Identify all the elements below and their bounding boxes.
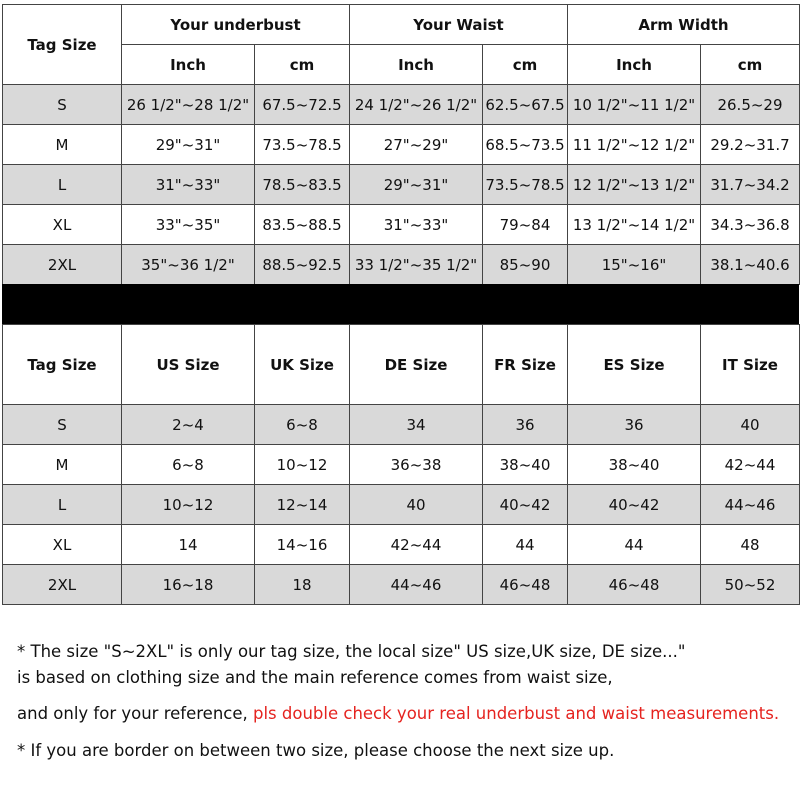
tag-size-header: Tag Size xyxy=(3,325,122,405)
table-cell: 40~42 xyxy=(568,485,701,525)
table-cell: 14 xyxy=(122,525,255,565)
table-cell: 88.5~92.5 xyxy=(255,245,350,285)
table-cell: S xyxy=(3,405,122,445)
black-divider-bar xyxy=(2,284,799,324)
table-row xyxy=(3,205,800,245)
table-cell: 67.5~72.5 xyxy=(255,85,350,125)
table-cell: 78.5~83.5 xyxy=(255,165,350,205)
table-cell: S xyxy=(3,85,122,125)
table-cell: 31"~33" xyxy=(122,165,255,205)
table-cell: 48 xyxy=(701,525,800,565)
table-cell: 36 xyxy=(483,405,568,445)
table-cell: 38~40 xyxy=(483,445,568,485)
size-note-paragraph xyxy=(17,639,686,691)
note-line: is based on clothing size and the main reference comes from waist size, xyxy=(17,668,613,687)
table-cell: 12~14 xyxy=(255,485,350,525)
table-cell: 42~44 xyxy=(701,445,800,485)
table-cell: 13 1/2"~14 1/2" xyxy=(568,205,701,245)
table-cell: 14~16 xyxy=(255,525,350,565)
fr-size-header: FR Size xyxy=(483,325,568,405)
table-cell: 34.3~36.8 xyxy=(701,205,800,245)
table-cell: 34 xyxy=(350,405,483,445)
table-cell: 6~8 xyxy=(122,445,255,485)
measurement-table xyxy=(2,4,800,285)
table-row xyxy=(3,405,800,445)
unit-header: cm xyxy=(255,45,350,85)
unit-header: Inch xyxy=(350,45,483,85)
table-row xyxy=(3,485,800,525)
table-cell: 50~52 xyxy=(701,565,800,605)
table-cell: L xyxy=(3,485,122,525)
table-row xyxy=(3,445,800,485)
table-row xyxy=(3,85,800,125)
table-cell: 33"~35" xyxy=(122,205,255,245)
table-cell: 24 1/2"~26 1/2" xyxy=(350,85,483,125)
table-cell: 26 1/2"~28 1/2" xyxy=(122,85,255,125)
header-row xyxy=(3,325,800,405)
table-cell: 6~8 xyxy=(255,405,350,445)
table-row xyxy=(3,245,800,285)
de-size-header: DE Size xyxy=(350,325,483,405)
table-cell: 38~40 xyxy=(568,445,701,485)
table-cell: 31"~33" xyxy=(350,205,483,245)
uk-size-header: UK Size xyxy=(255,325,350,405)
size-conversion-table xyxy=(2,324,800,605)
it-size-header: IT Size xyxy=(701,325,800,405)
reference-note xyxy=(17,701,779,727)
table-cell: 42~44 xyxy=(350,525,483,565)
unit-header: Inch xyxy=(122,45,255,85)
table-cell: 85~90 xyxy=(483,245,568,285)
table-cell: 62.5~67.5 xyxy=(483,85,568,125)
unit-header: cm xyxy=(701,45,800,85)
unit-header: cm xyxy=(483,45,568,85)
table-cell: 12 1/2"~13 1/2" xyxy=(568,165,701,205)
table-cell: 35"~36 1/2" xyxy=(122,245,255,285)
table-cell: M xyxy=(3,445,122,485)
table-cell: 46~48 xyxy=(568,565,701,605)
size-up-note: * If you are border on between two size, please choose the next size up. xyxy=(17,741,615,760)
arm-width-header: Arm Width xyxy=(568,5,800,45)
table-cell: 73.5~78.5 xyxy=(483,165,568,205)
table-cell: 27"~29" xyxy=(350,125,483,165)
table-cell: 31.7~34.2 xyxy=(701,165,800,205)
table-cell: 79~84 xyxy=(483,205,568,245)
table-cell: L xyxy=(3,165,122,205)
unit-header-row xyxy=(3,45,800,85)
table-cell: 16~18 xyxy=(122,565,255,605)
table-cell: 10 1/2"~11 1/2" xyxy=(568,85,701,125)
table-cell: 2~4 xyxy=(122,405,255,445)
table-cell: 44 xyxy=(568,525,701,565)
unit-header: Inch xyxy=(568,45,701,85)
table-cell: 18 xyxy=(255,565,350,605)
us-size-header: US Size xyxy=(122,325,255,405)
table-cell: 40 xyxy=(350,485,483,525)
table-cell: 29.2~31.7 xyxy=(701,125,800,165)
table-row xyxy=(3,165,800,205)
table-cell: 46~48 xyxy=(483,565,568,605)
table-cell: 44~46 xyxy=(701,485,800,525)
underbust-header: Your underbust xyxy=(122,5,350,45)
note-text: and only for your reference, xyxy=(17,704,253,723)
tag-size-header: Tag Size xyxy=(3,5,122,85)
table-cell: XL xyxy=(3,205,122,245)
table-cell: 29"~31" xyxy=(350,165,483,205)
table-cell: 44~46 xyxy=(350,565,483,605)
table-cell: XL xyxy=(3,525,122,565)
table-row xyxy=(3,565,800,605)
table-cell: 15"~16" xyxy=(568,245,701,285)
table-row xyxy=(3,125,800,165)
es-size-header: ES Size xyxy=(568,325,701,405)
table-cell: 73.5~78.5 xyxy=(255,125,350,165)
table-cell: 2XL xyxy=(3,565,122,605)
table-cell: 26.5~29 xyxy=(701,85,800,125)
table-cell: 29"~31" xyxy=(122,125,255,165)
table-cell: 10~12 xyxy=(122,485,255,525)
table-cell: 83.5~88.5 xyxy=(255,205,350,245)
table-cell: 38.1~40.6 xyxy=(701,245,800,285)
table-cell: 68.5~73.5 xyxy=(483,125,568,165)
table-cell: 11 1/2"~12 1/2" xyxy=(568,125,701,165)
table-cell: M xyxy=(3,125,122,165)
table-cell: 44 xyxy=(483,525,568,565)
table-cell: 10~12 xyxy=(255,445,350,485)
table-cell: 36 xyxy=(568,405,701,445)
table-cell: 40~42 xyxy=(483,485,568,525)
group-header-row xyxy=(3,5,800,45)
table-cell: 2XL xyxy=(3,245,122,285)
table-cell: 40 xyxy=(701,405,800,445)
note-line: * The size "S~2XL" is only our tag size, the local size" US size,UK size, DE size..." xyxy=(17,642,686,661)
table-row xyxy=(3,525,800,565)
measurement-warning: pls double check your real underbust and waist measurements. xyxy=(253,704,780,723)
waist-header: Your Waist xyxy=(350,5,568,45)
table-cell: 33 1/2"~35 1/2" xyxy=(350,245,483,285)
table-cell: 36~38 xyxy=(350,445,483,485)
